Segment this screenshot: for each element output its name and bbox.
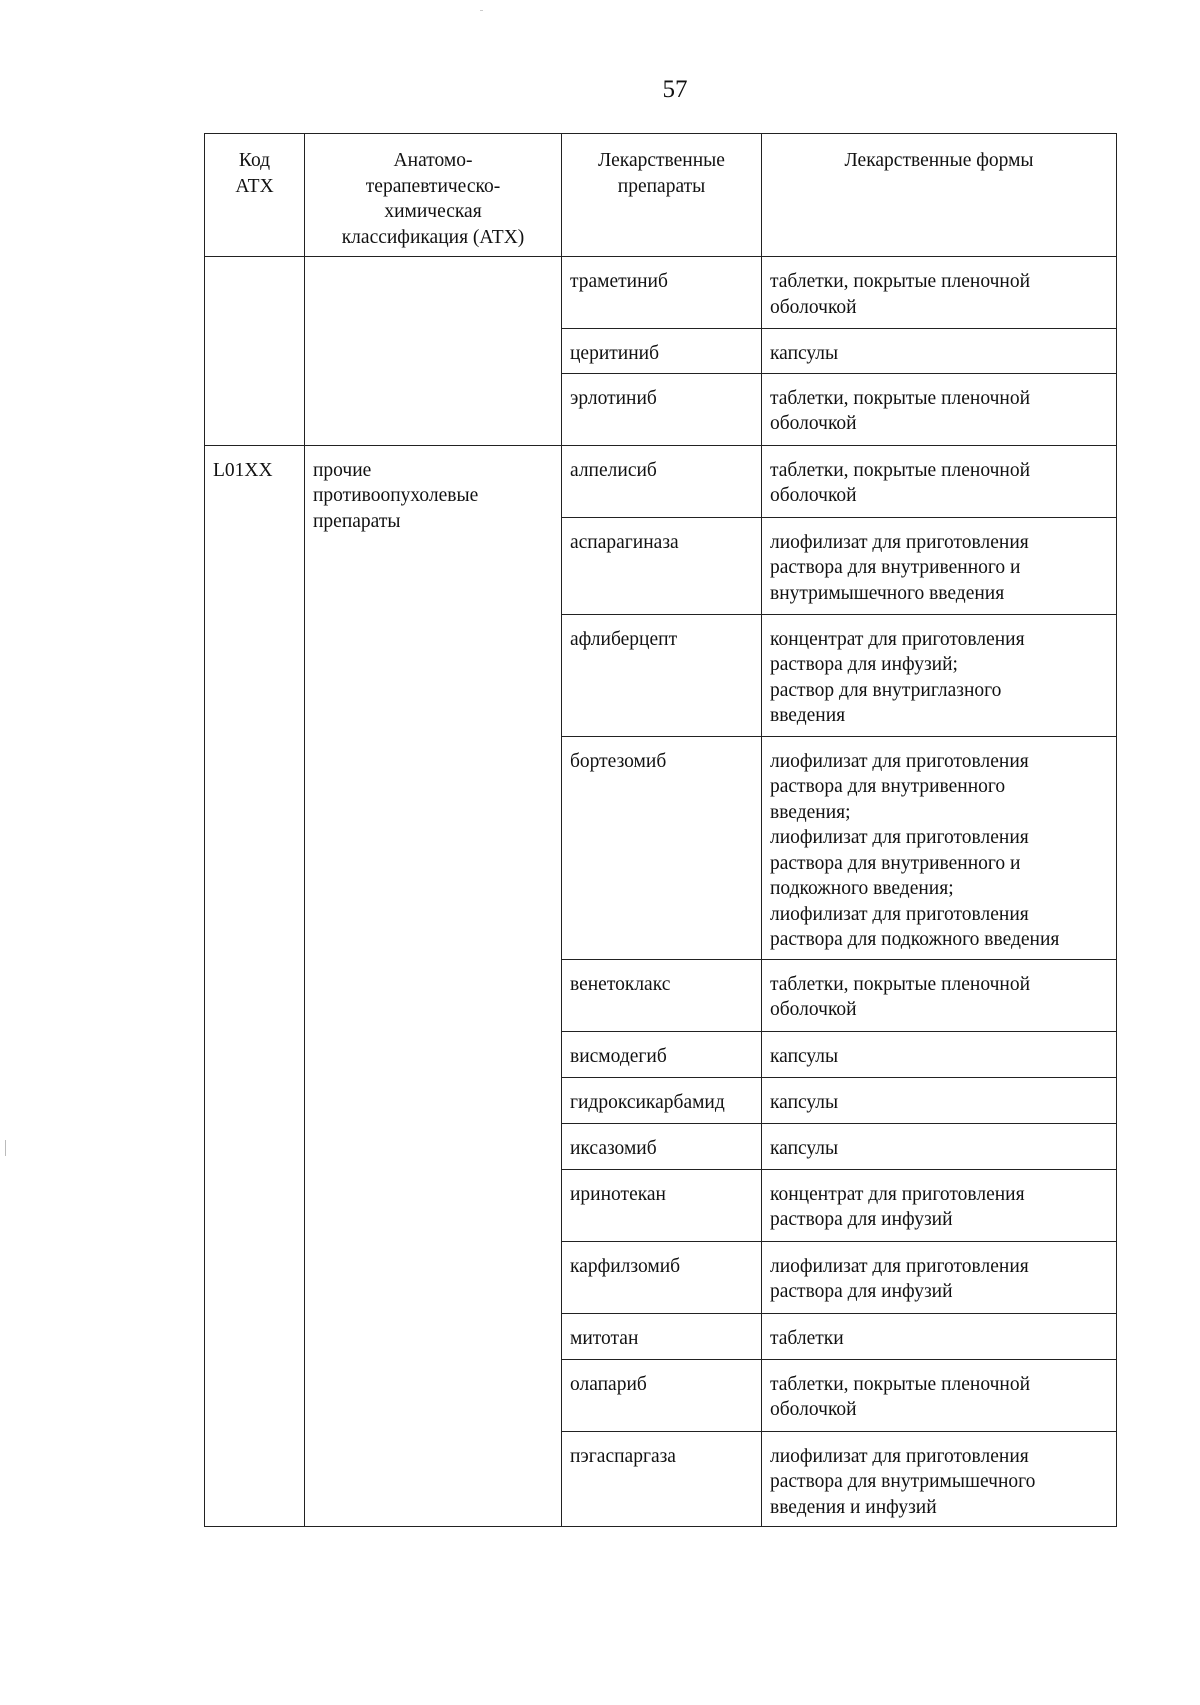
header-forms: Лекарственные формы — [762, 134, 1117, 257]
drug-name-cell: иксазомиб — [562, 1123, 762, 1169]
dosage-form-cell: лиофилизат для приготовления раствора для внутримышечного введения и инфузий — [762, 1431, 1117, 1527]
drug-name-cell: афлиберцепт — [562, 614, 762, 736]
drug-name-cell: венетоклакс — [562, 959, 762, 1031]
drug-name-cell: алпелисиб — [562, 445, 762, 517]
drug-name-cell: церитиниб — [562, 329, 762, 374]
dosage-form-cell: концентрат для приготовления раствора для инфузий — [762, 1169, 1117, 1241]
scan-artifact — [480, 10, 483, 11]
drug-name-cell: карфилзомиб — [562, 1241, 762, 1313]
dosage-form-cell: таблетки, покрытые пленочной оболочкой — [762, 1359, 1117, 1431]
drug-name-cell: митотан — [562, 1313, 762, 1359]
table-body — [205, 257, 1117, 1527]
drug-name-cell: аспарагиназа — [562, 517, 762, 614]
dosage-form-cell: капсулы — [762, 329, 1117, 374]
drug-name-cell: бортезомиб — [562, 736, 762, 959]
dosage-form-cell: таблетки, покрытые пленочной оболочкой — [762, 373, 1117, 445]
dosage-form-cell: лиофилизат для приготовления раствора для внутривенного введения; лиофилизат для приготовления раствора для внутривенного и подкожного введения; лиофилизат для приготовления раствора для подкожного введения — [762, 736, 1117, 959]
drug-name-cell: иринотекан — [562, 1169, 762, 1241]
drug-name-cell: траметиниб — [562, 257, 762, 329]
dosage-form-cell: капсулы — [762, 1077, 1117, 1123]
drug-name-cell: олапариб — [562, 1359, 762, 1431]
atc-code-cell — [205, 257, 305, 446]
dosage-form-cell: капсулы — [762, 1123, 1117, 1169]
table-row — [205, 257, 1117, 329]
drug-name-cell: висмодегиб — [562, 1031, 762, 1077]
dosage-form-cell: концентрат для приготовления раствора для инфузий; раствор для внутриглазного введения — [762, 614, 1117, 736]
dosage-form-cell: капсулы — [762, 1031, 1117, 1077]
table-header-row — [205, 134, 1117, 257]
table-row — [205, 445, 1117, 517]
dosage-form-cell: лиофилизат для приготовления раствора для внутривенного и внутримышечного введения — [762, 517, 1117, 614]
atc-drug-table — [204, 133, 1117, 1527]
drug-name-cell: гидроксикарбамид — [562, 1077, 762, 1123]
scan-artifact — [5, 1140, 6, 1156]
header-classification: Анатомо- терапевтическо- химическая классификация (АТХ) — [305, 134, 562, 257]
atc-code-cell: L01XX — [205, 445, 305, 1527]
classification-cell: прочие противоопухолевые препараты — [305, 445, 562, 1527]
dosage-form-cell: таблетки — [762, 1313, 1117, 1359]
page-number: 57 — [662, 76, 688, 103]
classification-cell — [305, 257, 562, 446]
dosage-form-cell: таблетки, покрытые пленочной оболочкой — [762, 257, 1117, 329]
header-code: Код АТХ — [205, 134, 305, 257]
dosage-form-cell: таблетки, покрытые пленочной оболочкой — [762, 445, 1117, 517]
dosage-form-cell: лиофилизат для приготовления раствора для инфузий — [762, 1241, 1117, 1313]
drug-name-cell: пэгаспаргаза — [562, 1431, 762, 1527]
header-drugs: Лекарственные препараты — [562, 134, 762, 257]
dosage-form-cell: таблетки, покрытые пленочной оболочкой — [762, 959, 1117, 1031]
drug-name-cell: эрлотиниб — [562, 373, 762, 445]
